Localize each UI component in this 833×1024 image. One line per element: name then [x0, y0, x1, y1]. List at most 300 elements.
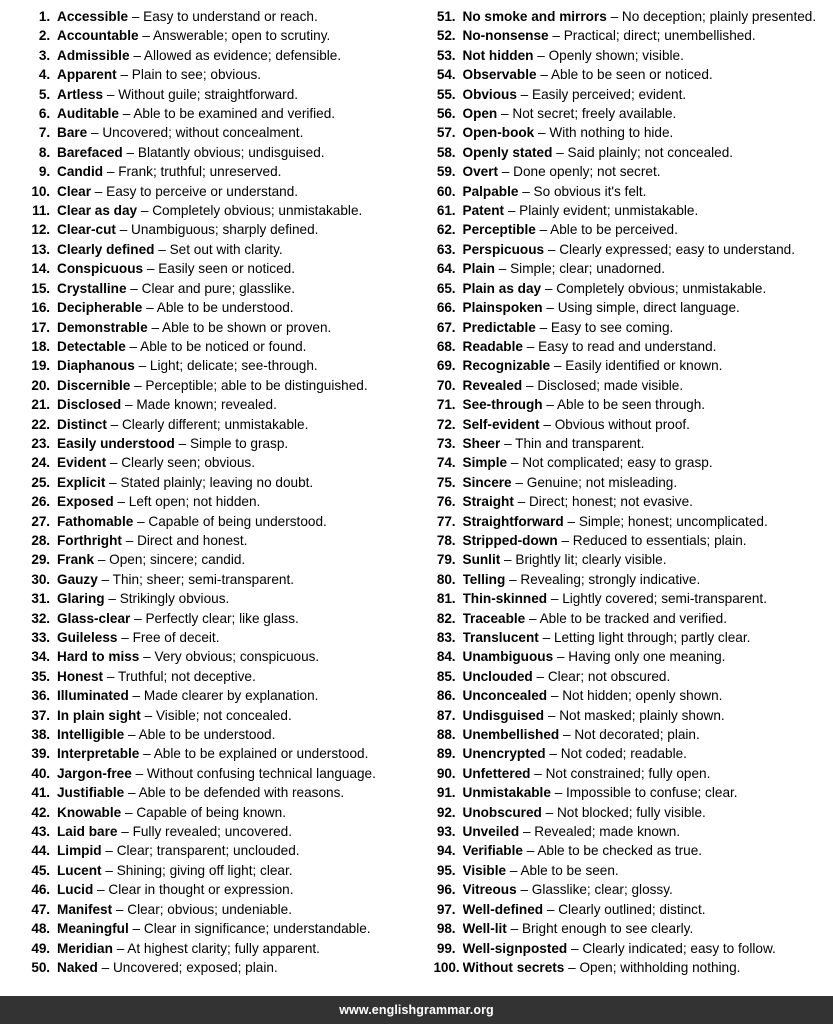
list-item-body: [57, 46, 341, 65]
list-item-separator: –: [539, 222, 548, 238]
list-item-definition: Able to be seen through.: [556, 397, 706, 413]
list-item-number: 27.: [31, 513, 50, 529]
list-item-body: [57, 492, 260, 511]
list-item: [24, 143, 411, 162]
list-item-separator: –: [546, 901, 555, 917]
list-item-number: 16.: [31, 300, 50, 316]
list-item-body: [463, 939, 776, 958]
list-item-separator: –: [158, 241, 166, 257]
list-item: [430, 65, 824, 84]
list-item-term: Self-evident: [462, 416, 540, 432]
list-item-body: [57, 822, 292, 841]
list-item-term: Honest: [57, 668, 104, 684]
list-item-term: Palpable: [462, 183, 519, 199]
list-item-term: Without secrets: [462, 959, 565, 975]
list-item-term: Well-defined: [462, 901, 544, 917]
list-item-definition: Obvious without proof.: [554, 416, 690, 432]
list-item: [24, 453, 411, 472]
list-item-term: In plain sight: [57, 707, 141, 723]
list-item-separator: –: [97, 552, 106, 568]
list-item: [24, 279, 411, 298]
list-item-separator: –: [146, 261, 155, 277]
list-item-definition: Blatantly obvious; undisguised.: [137, 144, 325, 160]
list-item-separator: –: [126, 144, 135, 160]
list-item-number: 33.: [31, 630, 50, 645]
list-item-definition: Clearly seen; obvious.: [121, 455, 255, 471]
list-item-number: 99.: [436, 940, 456, 956]
list-item-separator: –: [529, 610, 537, 626]
list-item: [24, 512, 411, 531]
list-item-term: Diaphanous: [57, 358, 135, 374]
list-item-number: 83.: [436, 630, 456, 645]
list-item-body: [57, 725, 275, 744]
list-item-body: [463, 803, 706, 822]
list-item-separator: –: [131, 9, 140, 24]
list-item: [24, 764, 411, 783]
list-item-term: Well-lit: [462, 921, 507, 937]
list-item-separator: –: [538, 125, 546, 141]
list-item-body: [57, 298, 294, 317]
list-item-body: [57, 415, 308, 434]
list-item-separator: –: [134, 377, 142, 393]
list-item-number: 55.: [436, 86, 456, 102]
list-item-body: [57, 376, 368, 395]
list-item-number: 45.: [31, 862, 50, 878]
list-item-separator: –: [128, 727, 136, 743]
list-item: [24, 667, 411, 686]
list-item: [24, 104, 411, 123]
list-item: [24, 783, 411, 802]
list-item-number: 93.: [436, 824, 456, 840]
list-item-term: Illuminated: [57, 688, 129, 704]
list-item-term: Plainspoken: [462, 300, 543, 316]
list-item-body: [57, 609, 299, 628]
list-item-term: Gauzy: [57, 571, 98, 587]
list-item: [430, 744, 824, 763]
list-item-body: [463, 220, 678, 239]
list-item-definition: Thin; sheer; semi-transparent.: [112, 571, 294, 587]
list-item-separator: –: [509, 862, 518, 878]
list-item-number: 14.: [31, 261, 50, 277]
list-item-term: Explicit: [57, 474, 106, 490]
list-item-term: No-nonsense: [462, 28, 549, 44]
list-item-separator: –: [128, 785, 136, 801]
list-item-term: Accessible: [57, 9, 129, 24]
list-item-separator: –: [510, 921, 519, 937]
list-item-term: Traceable: [462, 610, 526, 626]
list-item-definition: Open; sincere; candid.: [109, 552, 246, 568]
list-item-body: [463, 162, 661, 181]
list-item-number: 79.: [436, 552, 456, 568]
list-item: [430, 123, 824, 142]
footer-website-label: www.englishgrammar.org: [339, 1003, 494, 1017]
list-item-separator: –: [520, 86, 529, 102]
list-item-number: 41.: [31, 785, 50, 801]
list-item-separator: –: [546, 300, 554, 316]
list-item-definition: Easily seen or noticed.: [158, 261, 296, 277]
list-item-separator: –: [522, 824, 531, 840]
list-item-separator: –: [146, 300, 154, 316]
list-item-term: Translucent: [462, 630, 539, 645]
list-item-definition: Made clearer by explanation.: [143, 688, 319, 704]
list-item-term: Vitreous: [462, 882, 517, 898]
list-item-body: [57, 531, 247, 550]
list-item-definition: Completely obvious; unmistakable.: [556, 280, 767, 296]
list-item-body: [463, 744, 687, 763]
list-item-term: Apparent: [57, 67, 117, 83]
list-item-separator: –: [552, 28, 560, 44]
list-item-separator: –: [509, 571, 517, 587]
list-item-term: Open: [462, 106, 498, 122]
list-item-definition: Clearly different; unmistakable.: [121, 416, 309, 432]
list-item: [24, 46, 411, 65]
list-item-number: 49.: [31, 940, 50, 956]
list-item-number: 11.: [32, 203, 50, 219]
list-item-definition: Bright enough to see clearly.: [521, 921, 694, 937]
list-item: [24, 570, 411, 589]
list-item-term: Not hidden: [462, 47, 534, 63]
list-item-definition: Revealing; strongly indicative.: [520, 571, 701, 587]
list-item-number: 88.: [436, 727, 456, 743]
list-item-definition: Easily identified or known.: [565, 358, 723, 374]
list-item-term: Accountable: [57, 28, 139, 44]
list-item-definition: Left open; not hidden.: [128, 494, 261, 510]
list-item: [24, 259, 411, 278]
list-item-number: 7.: [38, 125, 50, 141]
list-item-definition: Able to be understood.: [138, 727, 276, 743]
list-item-term: Openly stated: [462, 144, 553, 160]
list-item-definition: Clearly expressed; easy to understand.: [559, 241, 795, 257]
list-item-body: [463, 589, 767, 608]
list-item-body: [57, 220, 318, 239]
list-item-definition: Not masked; plainly shown.: [559, 707, 725, 723]
list-item-term: Sheer: [462, 435, 501, 451]
list-item-separator: –: [151, 319, 159, 335]
list-item: [430, 453, 824, 472]
list-item-body: [57, 783, 344, 802]
list-item-separator: –: [526, 843, 535, 859]
list-item-separator: –: [542, 630, 551, 645]
list-item-definition: Allowed as evidence; defensible.: [143, 47, 342, 63]
list-item-separator: –: [115, 901, 124, 917]
list-item-separator: –: [567, 513, 576, 529]
list-item: [24, 376, 411, 395]
list-item-separator: –: [549, 746, 557, 762]
list-item-separator: –: [525, 377, 534, 393]
list-item-number: 20.: [31, 377, 50, 393]
list-item-number: 31.: [31, 591, 50, 607]
list-item-body: [463, 182, 647, 201]
list-item-body: [463, 46, 684, 65]
list-item-separator: –: [121, 630, 129, 645]
list-item-number: 9.: [38, 164, 50, 180]
list-item-separator: –: [142, 28, 150, 44]
list-item-term: Obvious: [462, 86, 517, 102]
list-item: [430, 46, 824, 65]
list-item-separator: –: [143, 649, 151, 665]
list-item-definition: Fully revealed; uncovered.: [132, 824, 292, 840]
list-item-term: Plain: [462, 261, 495, 277]
list-item-term: Detectable: [57, 338, 126, 354]
list-item-term: Overt: [462, 164, 499, 180]
list-item-definition: Brightly lit; clearly visible.: [515, 552, 667, 568]
list-item-separator: –: [135, 765, 144, 781]
list-item-body: [57, 356, 318, 375]
list-item-definition: No deception; plainly presented.: [621, 9, 817, 24]
list-item-definition: Able to be checked as true.: [537, 843, 703, 859]
list-item-separator: –: [534, 765, 542, 781]
list-item-body: [463, 85, 687, 104]
list-item-definition: At highest clarity; fully apparent.: [127, 940, 320, 956]
list-item-number: 18.: [31, 338, 50, 354]
list-item-number: 35.: [31, 668, 50, 684]
list-item-body: [463, 841, 703, 860]
list-item-number: 80.: [436, 571, 456, 587]
list-item: [430, 861, 824, 880]
list-item-number: 52.: [436, 28, 456, 44]
list-item: [24, 65, 411, 84]
list-item-number: 21.: [31, 397, 50, 413]
list-item-separator: –: [178, 435, 187, 451]
list-item-body: [57, 85, 298, 104]
list-item-definition: Light; delicate; see-through.: [149, 358, 318, 374]
list-item-definition: Clearly outlined; distinct.: [558, 901, 706, 917]
list-item-number: 22.: [31, 416, 50, 432]
right-column: [417, 7, 824, 977]
list-item-definition: Clear; transparent; unclouded.: [116, 843, 300, 859]
list-item-definition: Easily perceived; evident.: [532, 86, 687, 102]
list-item-separator: –: [556, 649, 565, 665]
list-item: [430, 356, 824, 375]
list-item-number: 72.: [436, 416, 456, 432]
list-item: [24, 162, 411, 181]
list-item-definition: Able to be understood.: [156, 300, 294, 316]
list-item-body: [463, 473, 678, 492]
list-item-term: Frank: [57, 552, 95, 568]
list-item-term: Straightforward: [462, 513, 564, 529]
list-item-term: Exposed: [57, 494, 114, 510]
list-item-definition: Easy to understand or reach.: [143, 9, 318, 24]
list-item-term: Auditable: [57, 106, 119, 122]
list-item-separator: –: [546, 397, 554, 413]
list-item-body: [57, 861, 293, 880]
list-item-body: [463, 395, 706, 414]
list-item-definition: Made known; revealed.: [136, 397, 277, 413]
list-item-definition: Very obvious; conspicuous.: [154, 649, 320, 665]
list-item-body: [463, 259, 666, 278]
list-item-body: [463, 376, 684, 395]
list-item-body: [463, 279, 767, 298]
list-item-body: [463, 356, 723, 375]
list-item-separator: –: [504, 552, 512, 568]
list-item-body: [57, 240, 283, 259]
list-item-number: 78.: [436, 532, 456, 548]
list-item-separator: –: [498, 261, 507, 277]
list-item-definition: Clear; obvious; undeniable.: [127, 901, 293, 917]
list-item-number: 42.: [31, 804, 50, 820]
list-item-term: Unmistakable: [462, 785, 551, 801]
list-item-separator: –: [561, 532, 569, 548]
list-item-term: Barefaced: [57, 144, 123, 160]
list-item-body: [57, 900, 292, 919]
list-item: [430, 259, 824, 278]
list-item-term: Undisguised: [462, 707, 545, 723]
list-item: [24, 298, 411, 317]
list-item-separator: –: [562, 727, 571, 743]
list-item-number: 17.: [31, 319, 50, 335]
list-item-separator: –: [91, 125, 99, 141]
list-item-body: [463, 7, 817, 26]
list-item-number: 59.: [436, 164, 456, 180]
list-item-body: [463, 531, 747, 550]
list-item-number: 26.: [31, 494, 50, 510]
list-item-body: [57, 589, 229, 608]
list-item: [24, 201, 411, 220]
list-item-definition: Lightly covered; semi-transparent.: [562, 591, 767, 607]
list-item-definition: Simple; honest; uncomplicated.: [578, 513, 768, 529]
list-item-number: 12.: [31, 222, 50, 238]
list-item-term: Knowable: [57, 804, 122, 820]
list-item-definition: Easy to see coming.: [550, 319, 674, 335]
list-item-number: 58.: [436, 144, 456, 160]
list-item-separator: –: [539, 319, 548, 335]
list-item-number: 50.: [31, 959, 50, 975]
list-item-term: Sincere: [462, 474, 512, 490]
list-item-definition: Not complicated; easy to grasp.: [522, 455, 713, 471]
list-item-number: 5.: [38, 86, 50, 102]
list-item-separator: –: [101, 571, 110, 587]
list-item-definition: Capable of being understood.: [148, 513, 327, 529]
list-item-separator: –: [501, 106, 509, 122]
list-item-body: [57, 26, 330, 45]
list-item-separator: –: [133, 47, 141, 63]
list-item-definition: Unambiguous; sharply defined.: [131, 222, 319, 238]
list-item-number: 64.: [436, 261, 456, 277]
list-item-number: 96.: [436, 882, 456, 898]
list-item-definition: Thin and transparent.: [515, 435, 645, 451]
list-item-number: 6.: [38, 106, 50, 122]
list-item-body: [463, 686, 723, 705]
list-item-term: Perspicuous: [462, 241, 545, 257]
list-item-body: [463, 65, 713, 84]
list-item-body: [57, 123, 303, 142]
list-item-number: 65.: [436, 280, 456, 296]
list-item-number: 23.: [31, 435, 50, 451]
list-item: [24, 686, 411, 705]
list-item: [24, 85, 411, 104]
list-item-term: Candid: [57, 164, 104, 180]
list-item-body: [57, 570, 294, 589]
list-item: [24, 841, 411, 860]
list-item-definition: Clear; not obscured.: [547, 668, 671, 684]
list-item-term: Meaningful: [57, 921, 129, 937]
list-item: [430, 395, 824, 414]
list-item-number: 100.: [433, 959, 460, 975]
list-item-number: 76.: [436, 494, 456, 510]
list-item-number: 69.: [436, 358, 456, 374]
list-item-definition: Said plainly; not concealed.: [567, 144, 734, 160]
list-item-separator: –: [124, 804, 133, 820]
list-item-term: Patent: [462, 203, 505, 219]
list-item-number: 82.: [436, 610, 456, 626]
list-item: [430, 201, 824, 220]
list-item: [430, 764, 824, 783]
list-item-term: Crystalline: [57, 280, 127, 296]
list-item-separator: –: [132, 921, 141, 937]
list-item-definition: Not coded; readable.: [560, 746, 687, 762]
list-item: [430, 182, 824, 201]
list-item: [430, 628, 824, 647]
list-item: [430, 512, 824, 531]
list-item-term: Bare: [57, 125, 88, 141]
list-item-number: 30.: [31, 571, 50, 587]
list-item: [430, 900, 824, 919]
list-item-definition: Free of deceit.: [132, 630, 220, 645]
list-item-number: 56.: [436, 106, 456, 122]
list-item-term: Stripped-down: [462, 532, 558, 548]
list-item-body: [463, 550, 667, 569]
list-item-term: Clear: [57, 183, 92, 199]
list-item-term: Hard to miss: [57, 649, 140, 665]
list-item-definition: Plainly evident; unmistakable.: [519, 203, 699, 219]
list-item: [430, 647, 824, 666]
list-item-separator: –: [547, 707, 556, 723]
list-item-number: 63.: [436, 241, 456, 257]
list-item: [24, 434, 411, 453]
list-item: [430, 919, 824, 938]
list-item: [24, 550, 411, 569]
list-item-definition: Clear and pure; glasslike.: [141, 280, 296, 296]
list-item-definition: Shining; giving off light; clear.: [116, 862, 293, 878]
list-item-term: Demonstrable: [57, 319, 148, 335]
list-item-number: 89.: [436, 746, 456, 762]
list-item-body: [57, 958, 278, 977]
list-item-number: 19.: [31, 358, 50, 374]
list-item: [430, 531, 824, 550]
list-item-separator: –: [550, 688, 559, 704]
list-item-definition: Openly shown; visible.: [548, 47, 684, 63]
list-item-number: 44.: [31, 843, 50, 859]
list-item-definition: Done openly; not secret.: [513, 164, 661, 180]
list-item-separator: –: [97, 882, 105, 898]
list-item: [430, 492, 824, 511]
list-item-term: Readable: [462, 338, 523, 354]
list-item-definition: Stated plainly; leaving no doubt.: [120, 474, 314, 490]
list-item-number: 8.: [38, 144, 50, 160]
list-item-number: 66.: [436, 300, 456, 316]
list-item-term: Lucid: [57, 882, 94, 898]
list-item: [430, 706, 824, 725]
list-item-body: [463, 434, 645, 453]
list-item-body: [57, 628, 219, 647]
list-item-separator: –: [537, 47, 545, 63]
list-item-term: Lucent: [57, 862, 102, 878]
list-item-term: Disclosed: [57, 397, 122, 413]
list-item: [24, 589, 411, 608]
list-item: [430, 725, 824, 744]
list-item-number: 90.: [436, 765, 456, 781]
list-item-body: [463, 453, 713, 472]
list-item-body: [463, 900, 706, 919]
list-item-body: [463, 415, 690, 434]
list-item-body: [463, 201, 699, 220]
list-item-term: Conspicuous: [57, 261, 144, 277]
list-item-body: [463, 492, 693, 511]
list-item-definition: Able to be examined and verified.: [133, 106, 336, 122]
list-item-term: Fathomable: [57, 513, 134, 529]
list-item-term: Revealed: [462, 377, 523, 393]
list-item-body: [57, 841, 300, 860]
